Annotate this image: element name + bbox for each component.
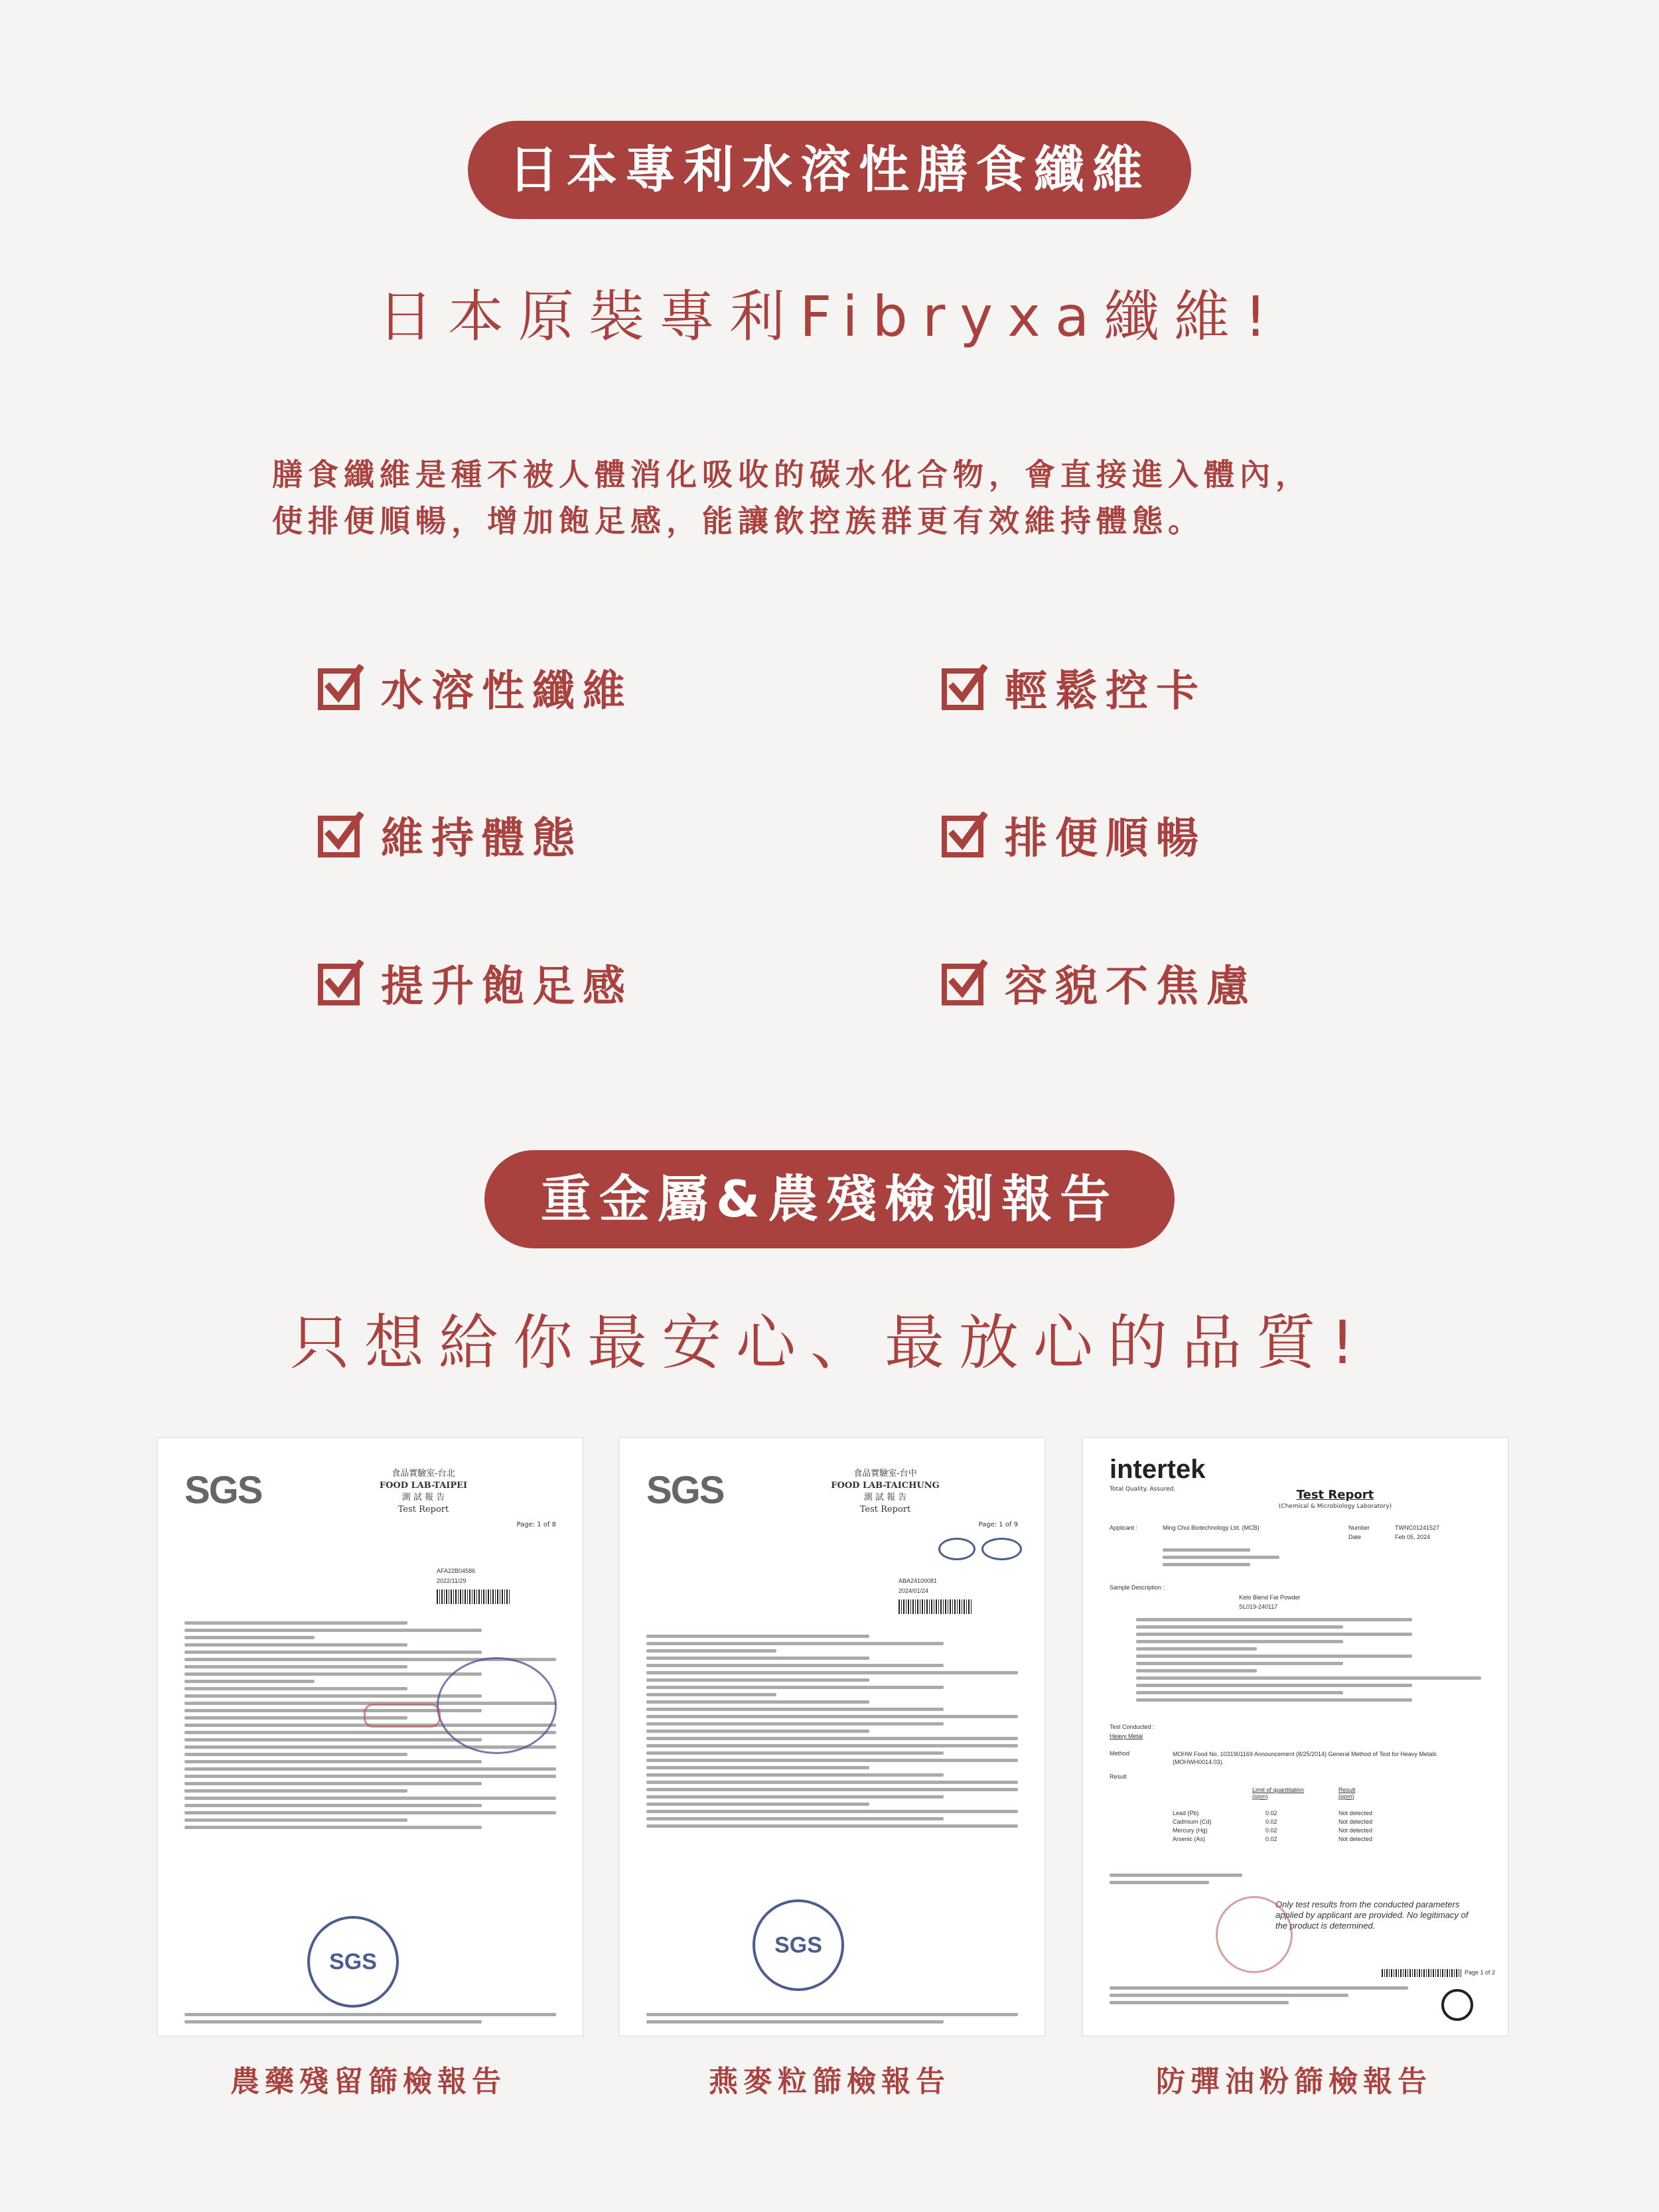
report-number: TWNC01241527 (1395, 1524, 1440, 1531)
checkbox-checked-icon (317, 960, 364, 1006)
applicant-name: Ming Chui Biotechnology Ltd. (MCB) (1163, 1524, 1260, 1531)
checkbox-checked-icon (317, 812, 364, 858)
company-stamp (437, 1657, 557, 1754)
report-date: 2022/11/29 (437, 1578, 467, 1584)
report-date: 2024/01/24 (899, 1587, 929, 1594)
result-cell: Arsenic (As) (1173, 1836, 1206, 1842)
report-date: Feb 05, 2024 (1395, 1534, 1431, 1540)
feature-water-soluble (317, 657, 633, 718)
lab-name: 食品實驗室-台中 (853, 1469, 917, 1479)
number-label: Number (1348, 1524, 1370, 1531)
sgs-seal: SGS (307, 1916, 399, 2008)
sgs-seal: SGS (753, 1899, 844, 1991)
result-cell: Not detected (1338, 1810, 1373, 1816)
sample-details (1136, 1614, 1481, 1706)
feature-satiety (317, 952, 633, 1013)
limit-header: Limit of quantitation (ppm) (1252, 1787, 1305, 1800)
fiber-description (272, 451, 1467, 544)
result-cell: Cadmium (Cd) (1173, 1818, 1212, 1825)
checkbox-checked-icon (941, 664, 987, 711)
sgs-logo: SGS (184, 1469, 262, 1512)
applicant-address (1163, 1544, 1309, 1570)
result-cell: Lead (Pb) (1173, 1810, 1199, 1816)
date-stamp (364, 1704, 441, 1728)
sample-description-label: Sample Description : (1110, 1584, 1165, 1591)
heavy-metal-label: Heavy Metal (1110, 1733, 1143, 1739)
report-title-en: Test Report (397, 1505, 449, 1514)
intertek-circle-icon (1441, 1989, 1473, 2021)
page-number: Page: 1 of 8 (516, 1521, 556, 1528)
report-pesticide (157, 1437, 584, 2037)
page-number: Page: 1 of 9 (978, 1521, 1018, 1528)
feature-label: 輕鬆控卡 (1005, 667, 1206, 716)
report-number: AFA22B04586 (437, 1568, 476, 1574)
signed-by (1110, 1870, 1275, 1888)
method-label: Method (1110, 1750, 1130, 1757)
lab-name-en: FOOD LAB-TAIPEI (379, 1481, 468, 1491)
date-label: Date (1348, 1534, 1362, 1540)
section-heading-fiber: 日本專利水溶性膳食纖維 (468, 121, 1191, 219)
report-body-text (646, 1631, 1018, 1832)
result-header: Result (ppm) (1338, 1787, 1356, 1800)
feature-body-shape (317, 804, 583, 865)
disclaimer-note: Only test results from the conducted parameters applied by applicant are provided. No legitimacy of the product is determined. (1275, 1899, 1469, 1931)
report-caption: 燕麥粒篩檢報告 (709, 2065, 950, 2099)
report-footer (184, 2009, 556, 2028)
quality-subtitle: 只想給你最安心、最放心的品質! (289, 1308, 1370, 1378)
result-cell: Not detected (1338, 1836, 1373, 1842)
result-cell: 0.02 (1265, 1836, 1277, 1842)
lab-name: 食品實驗室-台北 (392, 1469, 455, 1479)
result-cell: Mercury (Hg) (1173, 1827, 1208, 1834)
lab-name-en: FOOD LAB-TAICHUNG (831, 1481, 940, 1491)
ilac-mra-icon (938, 1538, 975, 1560)
barcode (437, 1589, 510, 1604)
report-title: 測 試 報 告 (863, 1493, 907, 1503)
feature-label: 容貌不焦慮 (1005, 962, 1257, 1011)
report-bulletproof-oil (1082, 1437, 1509, 2037)
description-line: 使排便順暢，增加飽足感，能讓飲控族群更有效維持體態。 (272, 503, 1204, 539)
feature-calorie-control (941, 657, 1206, 718)
checkbox-checked-icon (317, 664, 364, 711)
method-text: MOHW Food No. 1031901169 Announcement (8/25/2014) General Method of Test for Heavy Metals (MOHWH0014.03). (1173, 1751, 1437, 1765)
checkbox-checked-icon (941, 960, 987, 1006)
result-cell: 0.02 (1265, 1810, 1277, 1816)
feature-label: 提升飽足感 (381, 962, 633, 1011)
report-header (264, 1468, 583, 1516)
fibryxa-subtitle: 日本原裝專利Fibryxa纖維! (378, 284, 1281, 349)
intertek-logo: intertek (1110, 1455, 1206, 1484)
intertek-tagline: Total Quality. Assured. (1110, 1486, 1176, 1493)
report-caption: 農藥殘留篩檢報告 (230, 2065, 506, 2099)
batch-number: SL019-240117 (1239, 1603, 1278, 1610)
test-conducted-label: Test Conducted : (1110, 1724, 1155, 1730)
checkbox-checked-icon (941, 812, 987, 858)
description-line: 膳食纖維是種不被人體消化吸收的碳水化合物，會直接進入體內， (272, 457, 1311, 492)
result-cell: Not detected (1338, 1827, 1373, 1834)
report-number: ABA24100081 (899, 1578, 938, 1584)
feature-label: 水溶性纖維 (381, 667, 633, 716)
result-label: Result (1110, 1773, 1127, 1780)
feature-appearance (941, 952, 1257, 1013)
section-heading-reports: 重金屬&農殘檢測報告 (484, 1150, 1175, 1248)
report-caption: 防彈油粉篩檢報告 (1156, 2065, 1432, 2099)
result-cell: 0.02 (1265, 1818, 1277, 1825)
taf-icon (981, 1538, 1022, 1560)
barcode (899, 1599, 972, 1614)
feature-label: 排便順暢 (1005, 814, 1206, 863)
report-subtitle: (Chemical & Microbiology Laboratory) (1278, 1503, 1392, 1510)
result-cell: 0.02 (1265, 1827, 1277, 1834)
page-number: Page 1 of 2 (1465, 1969, 1496, 1976)
report-title-en: Test Report (859, 1505, 911, 1514)
barcode (1382, 1969, 1461, 1977)
applicant-label: Applicant : (1110, 1524, 1138, 1531)
report-header (726, 1468, 1045, 1516)
report-title: Test Report (1296, 1488, 1374, 1502)
report-oat (618, 1437, 1046, 2037)
report-footer (646, 2009, 1018, 2028)
sgs-logo: SGS (646, 1469, 724, 1512)
report-footer (1110, 1982, 1408, 2008)
report-title: 測 試 報 告 (401, 1493, 445, 1503)
intertek-stamp (1216, 1896, 1293, 1973)
feature-label: 維持體態 (381, 814, 583, 863)
result-cell: Not detected (1338, 1818, 1373, 1825)
sample-name: Keto Blend Fat Powder (1239, 1594, 1301, 1601)
feature-bowel (941, 804, 1206, 865)
